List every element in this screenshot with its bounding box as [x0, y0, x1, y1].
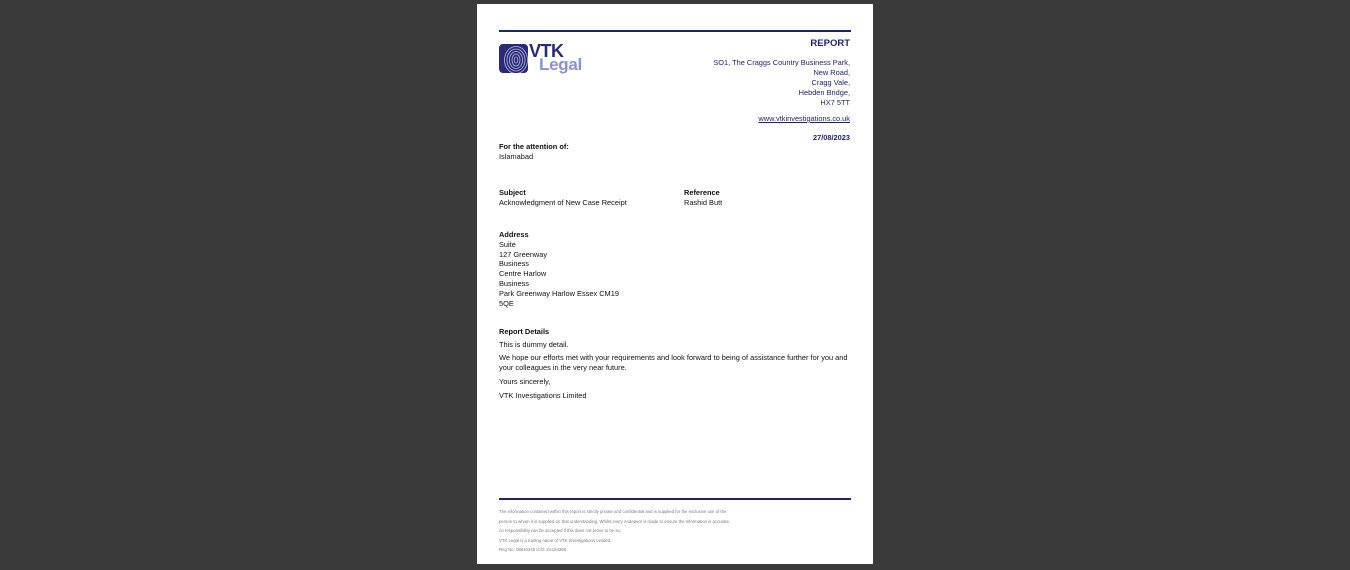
address-label: Address — [499, 230, 529, 239]
report-paragraph: We hope our efforts met with your requirements and look forward to being of assistance further for you and your colleagues in the very near future. — [499, 352, 848, 372]
footer-line: no responsibility can be accepted if this does not prove to be so. — [499, 528, 622, 533]
address-line: Centre Harlow — [499, 269, 547, 279]
header-rule — [499, 30, 851, 32]
company-address-line: Hebden Bridge, — [798, 88, 850, 97]
footer-line: person to whom it is supplied on that understanding. Whilst every endeavor is made to ensure the information is accurate, — [499, 518, 731, 524]
company-address-line: SO1, The Craggs Country Business Park, — [713, 58, 850, 67]
website-link[interactable]: www.vtkinvestigations.co.uk — [758, 114, 850, 123]
logo-text-legal: Legal — [539, 55, 582, 74]
attention-value: Islamabad — [499, 151, 534, 161]
report-paragraph: This is dummy detail. — [499, 339, 569, 349]
attention-block — [499, 142, 569, 162]
address-line: Suite — [499, 239, 516, 249]
address-block — [499, 230, 619, 308]
subject-value: Acknowledgment of New Case Receipt — [499, 197, 627, 207]
reference-block — [684, 188, 722, 208]
report-date: 27/08/2023 — [813, 133, 850, 142]
footer-rule — [499, 498, 851, 500]
reference-label: Reference — [684, 188, 720, 197]
subject-label: Subject — [499, 188, 526, 197]
reference-value: Rashid Butt — [684, 197, 723, 207]
address-line: Park Greenway Harlow Essex CM19 — [499, 288, 619, 298]
company-address-line: New Road, — [813, 68, 850, 77]
report-details-block — [499, 327, 851, 401]
report-details-label: Report Details — [499, 327, 550, 336]
footer-line: Reg No: 08610249 ICO: ZA194360 — [499, 547, 567, 552]
address-line: Business — [499, 259, 529, 269]
company-address — [713, 58, 850, 108]
attention-label: For the attention of: — [499, 142, 569, 151]
closing-salutation: Yours sincerely, — [499, 376, 551, 386]
company-address-line: HX7 5TT — [820, 98, 850, 107]
footer-line: The information contained within this report is strictly private and confidential and is supplied for the exclusive use of the — [499, 509, 727, 514]
fingerprint-icon — [499, 44, 528, 73]
document-page — [477, 4, 873, 564]
footer-disclaimer — [499, 507, 799, 555]
vtk-legal-logo — [499, 41, 589, 74]
address-line: Business — [499, 278, 529, 288]
address-line: 127 Greenway — [499, 249, 548, 259]
report-title: REPORT — [810, 38, 850, 49]
company-address-line: Cragg Vale, — [811, 78, 850, 87]
signature-name: VTK Investigations Limited — [499, 390, 587, 400]
footer-line: VTK Legal is a trading name of VTK Investigations Limited. — [499, 537, 612, 543]
address-line: 5QE — [499, 298, 514, 308]
subject-block — [499, 188, 627, 208]
logo-text-vtk: VTK — [529, 41, 564, 61]
